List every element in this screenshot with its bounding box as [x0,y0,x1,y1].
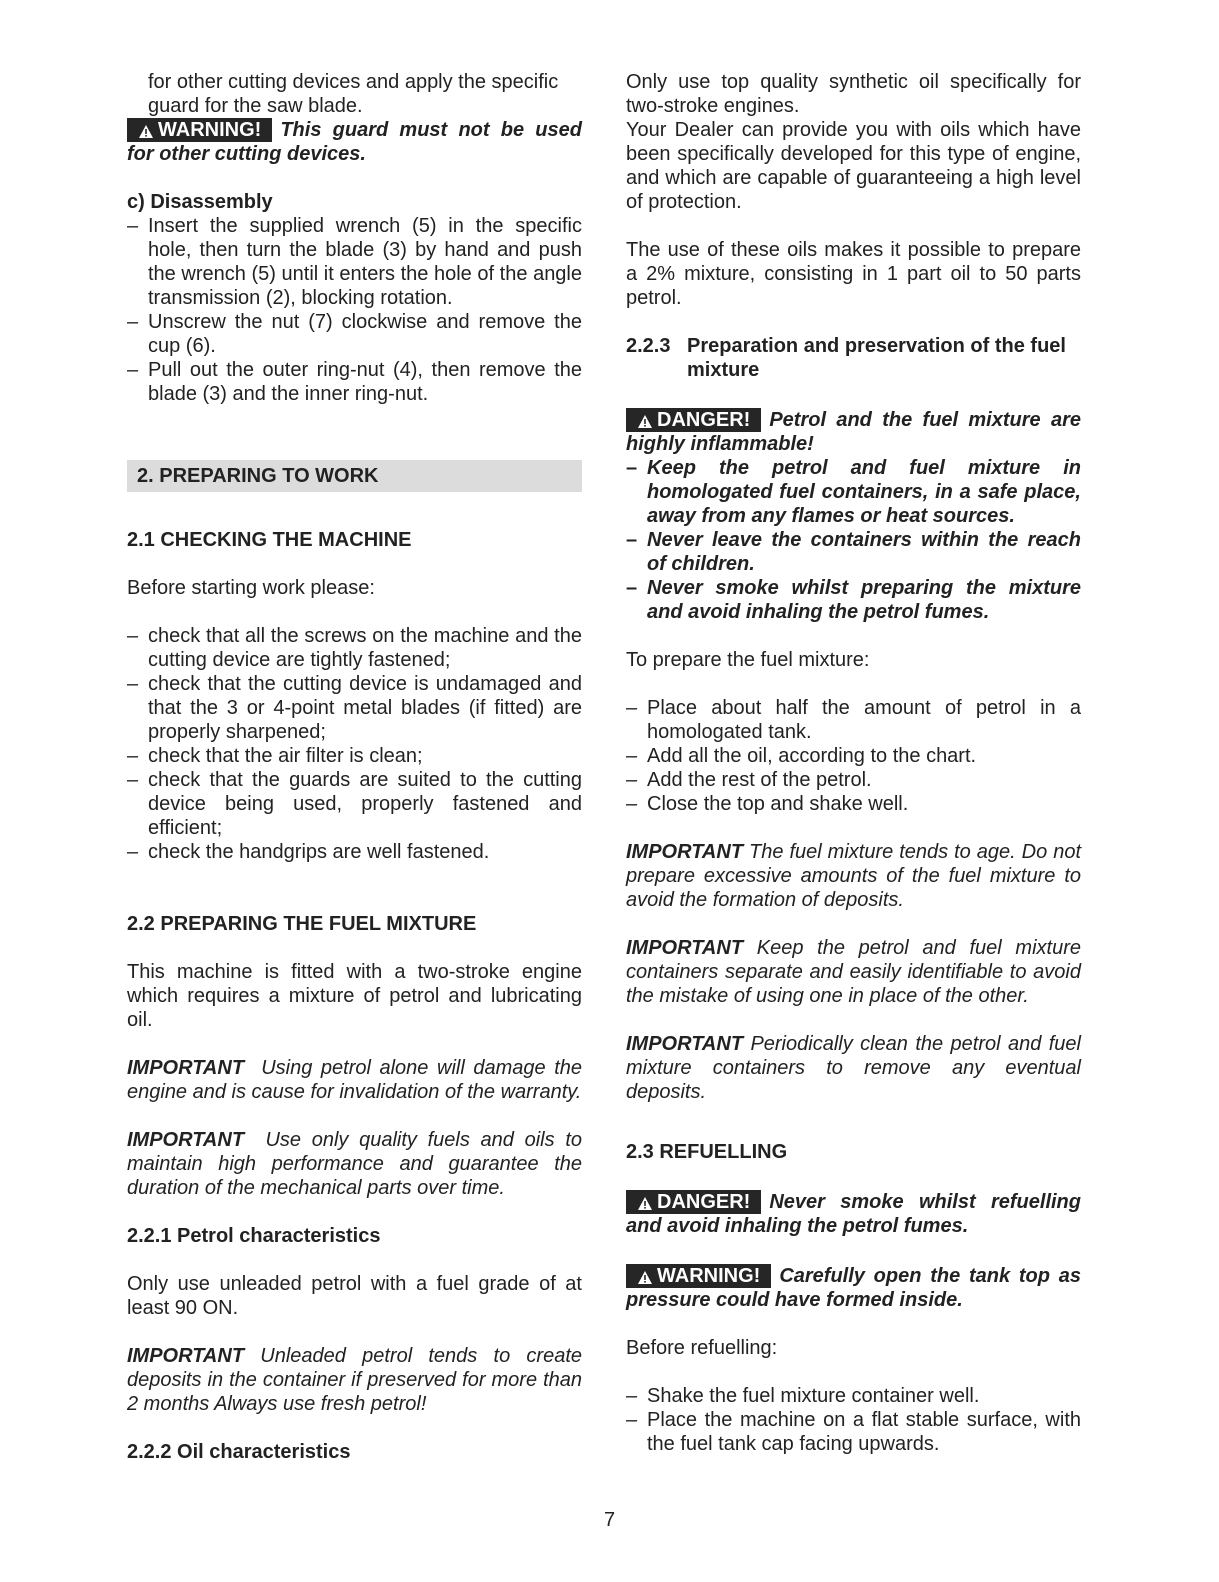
list-item: – check the handgrips are well fastened. [127,840,582,864]
important-note-2: IMPORTANT Use only quality fuels and oils to maintain high performance and guarantee the duration of the mechanical parts over time. [127,1129,582,1199]
page-number: 7 [603,1509,616,1531]
list-item: – Pull out the outer ring-nut (4), then remove the blade (3) and the inner ring-nut. [127,358,582,406]
before-refuel-text: Before refuelling: [626,1337,778,1359]
danger-notice-1 [626,408,1081,456]
intro-line-2: guard for the saw blade. [148,95,363,117]
warning-badge: WARNING! [626,1264,771,1288]
two-stroke-text: This machine is fitted with a two-stroke engine which requires a mixture of petrol and lubricating oil. [127,961,582,1031]
danger-notice-2 [626,1190,1081,1238]
petrol-text: Only use unleaded petrol with a fuel grade of at least 90 ON. [127,1273,582,1319]
list-item: – Never smoke whilst preparing the mixture and avoid inhaling the petrol fumes. [626,576,1081,624]
list-item: – check that the guards are suited to the cutting device being used, properly fastened and efficient; [127,768,582,840]
danger-text: Never smoke whilst refuelling and avoid inhaling the petrol fumes. [626,1191,1081,1237]
list-item: – check that the cutting device is undamaged and that the 3 or 4-point metal blades (if fitted) are properly sharpened; [127,672,582,744]
list-item: – check that all the screws on the machine and the cutting device are tightly fastened; [127,624,582,672]
disassembly-heading: c) Disassembly [127,191,273,213]
list-item: – check that the air filter is clean; [127,744,582,768]
list-item: – Place the machine on a flat stable surface, with the fuel tank cap facing upwards. [626,1408,1081,1456]
heading-2-3: 2.3 REFUELLING [626,1141,788,1163]
important-note-6: IMPORTANT Periodically clean the petrol and fuel mixture containers to remove any eventual deposits. [626,1033,1081,1103]
warning-text: Carefully open the tank top as pressure could have formed inside. [626,1265,1081,1311]
intro-line-1: for other cutting devices and apply the specific [148,71,559,93]
list-item: – Never leave the containers within the reach of children. [626,528,1081,576]
list-item: – Add all the oil, according to the chart. [626,744,1081,768]
list-item: – Insert the supplied wrench (5) in the specific hole, then turn the blade (3) by hand and push the wrench (5) until it enters the hole of the angle transmission (2), blocking rotation. [127,214,582,310]
list-item: – Shake the fuel mixture container well. [626,1384,1081,1408]
heading-2-2-3: 2.2.3 Preparation and preservation of the fuel mixture [626,335,1066,381]
warning-triangle-icon [638,1197,652,1210]
warning-notice-2 [626,1264,1081,1312]
prepare-intro: To prepare the fuel mixture: [626,649,870,671]
left-column [127,70,582,1464]
heading-2-1: 2.1 CHECKING THE MACHINE [127,529,412,551]
list-item: – Keep the petrol and fuel mixture in homologated fuel containers, in a safe place, away from any flames or heat sources. [626,456,1081,528]
important-note-5: IMPORTANT Keep the petrol and fuel mixture containers separate and easily identifiable to avoid the mistake of using one in place of the other. [626,937,1081,1007]
warning-triangle-icon [638,415,652,428]
warning-triangle-icon [139,125,153,138]
right-column [626,70,1081,1456]
oil-text-3: The use of these oils makes it possible to prepare a 2% mixture, consisting in 1 part oil to 50 parts petrol. [626,239,1081,309]
heading-2-2-1: 2.2.1 Petrol characteristics [127,1225,381,1247]
warning-triangle-icon [638,1271,652,1284]
important-note-4: IMPORTANT The fuel mixture tends to age. Do not prepare excessive amounts of the fuel mixture to avoid the formation of deposits. [626,841,1081,911]
danger-badge: DANGER! [626,1190,761,1214]
warning-notice [127,118,582,166]
oil-text-2: Your Dealer can provide you with oils which have been specifically developed for this type of engine, and which are capable of guaranteeing a high level of protection. [626,119,1081,213]
list-item: – Close the top and shake well. [626,792,1081,816]
danger-badge: DANGER! [626,408,761,432]
important-note-1: IMPORTANT Using petrol alone will damage the engine and is cause for invalidation of the warranty. [127,1057,582,1103]
danger-text: Petrol and the fuel mixture are highly inflammable! [626,409,1081,455]
heading-2-2-2: 2.2.2 Oil characteristics [127,1441,351,1463]
heading-2-2: 2.2 PREPARING THE FUEL MIXTURE [127,913,477,935]
section-title-bar: 2. PREPARING TO WORK [127,460,582,492]
oil-text-1: Only use top quality synthetic oil specifically for two-stroke engines. [626,71,1081,117]
list-item: – Unscrew the nut (7) clockwise and remove the cup (6). [127,310,582,358]
warning-badge: WARNING! [127,118,272,142]
before-start-text: Before starting work please: [127,577,375,599]
warning-text: This guard must not be used for other cutting devices. [127,119,582,165]
list-item: – Place about half the amount of petrol in a homologated tank. [626,696,1081,744]
list-item: – Add the rest of the petrol. [626,768,1081,792]
important-note-3: IMPORTANT Unleaded petrol tends to create deposits in the container if preserved for more than 2 months Always use fresh petrol! [127,1345,583,1415]
